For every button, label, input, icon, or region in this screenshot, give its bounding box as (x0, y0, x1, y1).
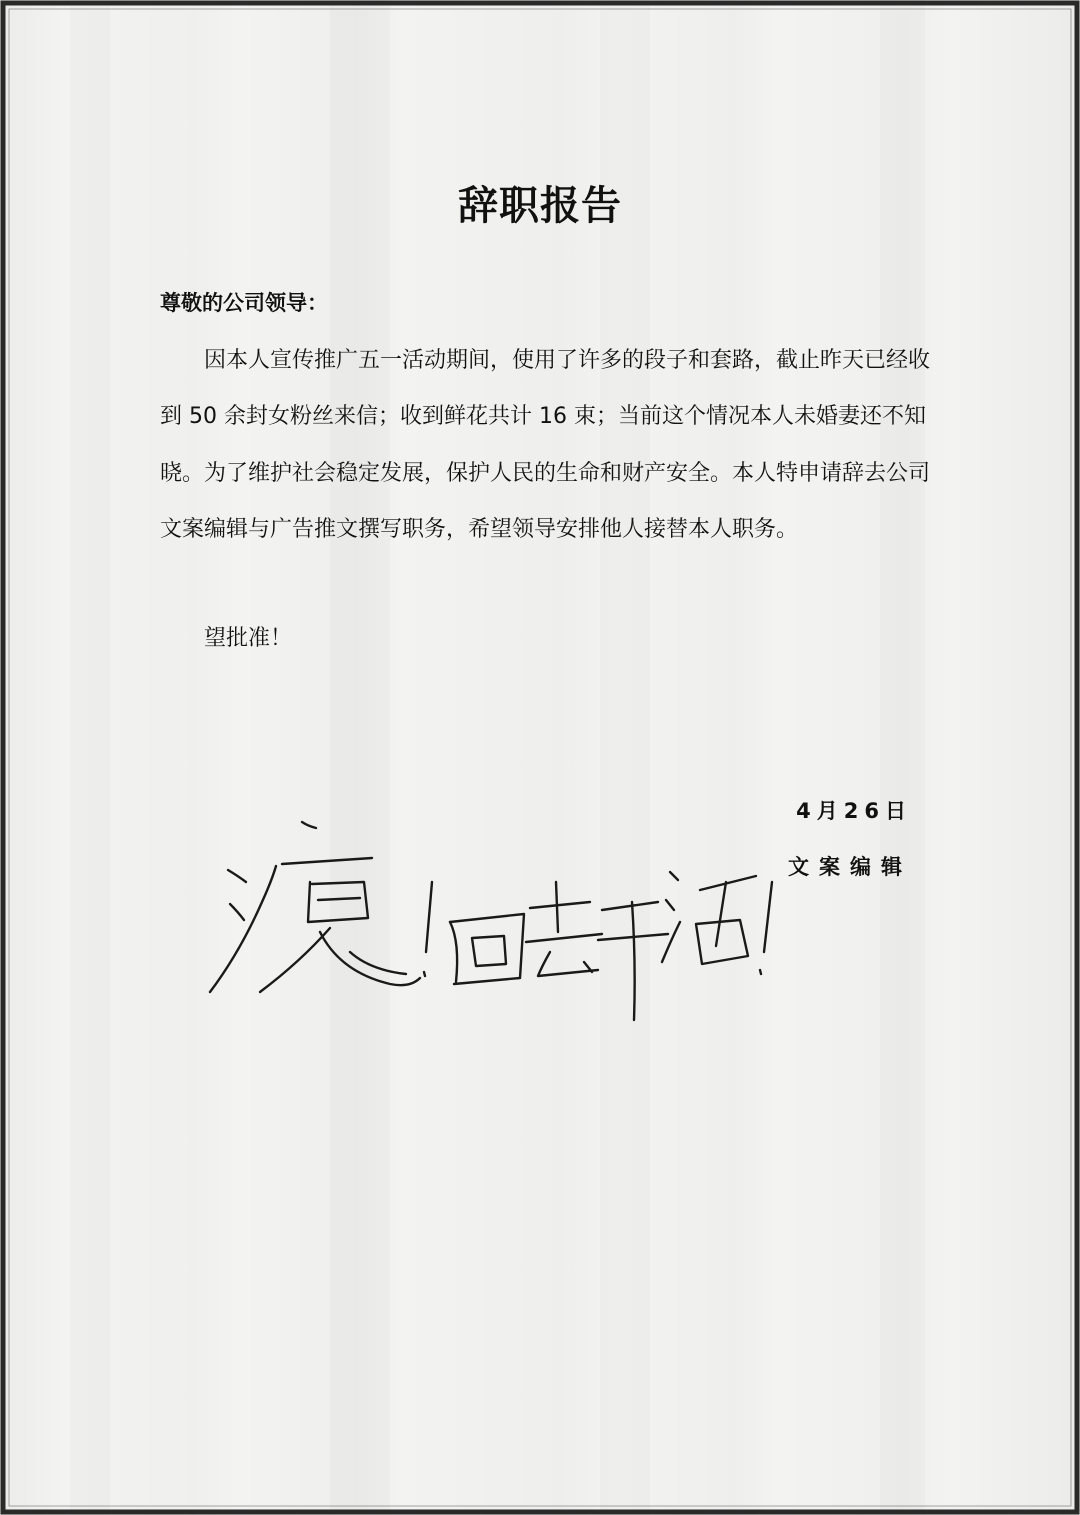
body-line: 晓。为了维护社会稳定发展，保护人民的生命和财产安全。本人特申请辞去公司 (160, 461, 931, 486)
body-line: 到 50 余封女粉丝来信；收到鲜花共计 16 束；当前这个情况本人未婚妻还不知 (160, 404, 926, 429)
closing-remark: 望批准！ (204, 626, 293, 651)
document-title: 辞职报告 (458, 183, 622, 229)
salutation: 尊敬的公司领导： (160, 291, 328, 315)
signature-role: 文案编辑 (788, 855, 912, 879)
signature-date: 4月26日 (796, 799, 912, 823)
handwritten-signature (200, 812, 780, 1032)
body-line: 文案编辑与广告推文撰写职务，希望领导安排他人接替本人职务。 (160, 517, 799, 542)
body-line: 因本人宣传推广五一活动期间，使用了许多的段子和套路，截止昨天已经收 (204, 348, 931, 373)
